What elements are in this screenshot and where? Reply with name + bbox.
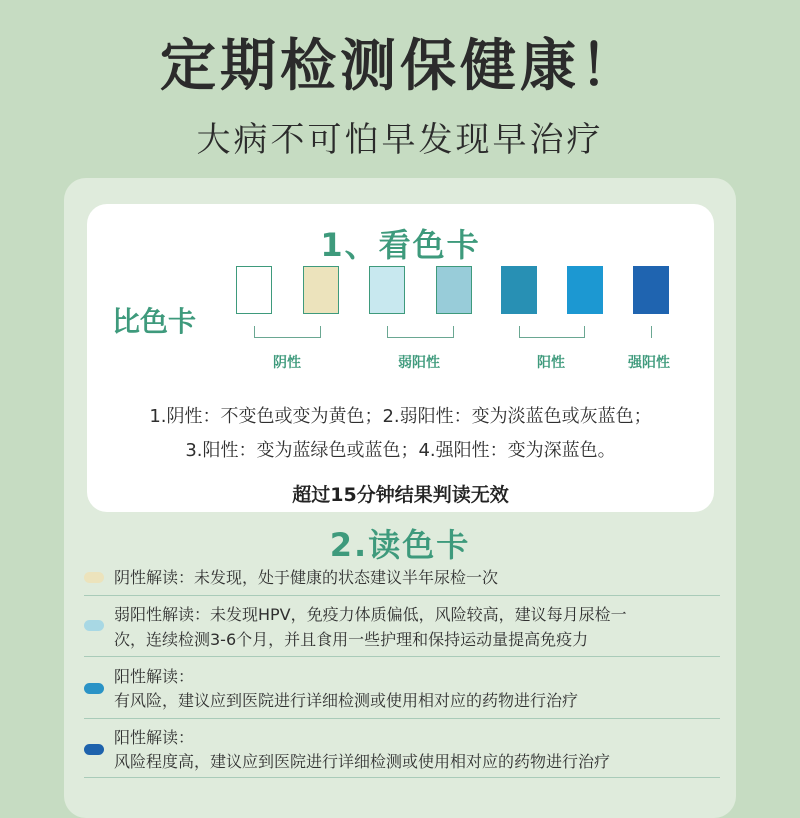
- desc-line-1: 1.阴性：不变色或变为黄色；2.弱阳性：变为淡蓝色或灰蓝色；: [149, 406, 652, 427]
- bracket-positive: [519, 326, 585, 338]
- card-heading: 1、看色卡: [320, 226, 481, 264]
- color-dot-icon: [84, 683, 104, 694]
- swatch-5: [501, 266, 537, 314]
- swatch-1: [236, 266, 272, 314]
- color-card: [87, 204, 714, 512]
- item-line-1: 弱阳性解读：未发现HPV，免疫力体质偏低，风险较高，建议每月尿检一: [114, 605, 627, 624]
- bracket-negative: [254, 326, 321, 338]
- page-subtitle: 大病不可怕早发现早治疗: [196, 120, 604, 160]
- range-label-strong: 强阳性: [628, 355, 670, 371]
- interpretation-item: [84, 600, 720, 657]
- time-warning: 超过15分钟结果判读无效: [292, 484, 509, 506]
- item-line-1: 阴性解读：未发现，处于健康的状态建议半年尿检一次: [114, 568, 499, 587]
- range-label-negative: 阴性: [273, 355, 301, 371]
- item-line-1: 阳性解读：: [114, 728, 195, 747]
- interpretation-item: [84, 562, 720, 596]
- bracket-strong: [651, 326, 652, 338]
- item-line-1: 阳性解读：: [114, 667, 195, 686]
- color-dot-icon: [84, 572, 104, 583]
- color-dot-icon: [84, 620, 104, 631]
- interpretation-item: [84, 724, 720, 778]
- range-label-weak: 弱阳性: [398, 355, 440, 371]
- swatch-4: [436, 266, 472, 314]
- page-title: 定期检测保健康！: [160, 34, 640, 99]
- bracket-weak: [387, 326, 454, 338]
- desc-line-2: 3.阳性：变为蓝绿色或蓝色；4.强阳性：变为深蓝色。: [185, 440, 616, 461]
- swatch-6: [567, 266, 603, 314]
- item-line-2: 有风险，建议应到医院进行详细检测或使用相对应的药物进行治疗: [114, 691, 579, 710]
- item-line-2: 风险程度高，建议应到医院进行详细检测或使用相对应的药物进行治疗: [114, 752, 611, 771]
- interpretation-item: [84, 662, 720, 719]
- range-label-positive: 阳性: [537, 355, 565, 371]
- color-dot-icon: [84, 744, 104, 755]
- section2-heading: 2.读色卡: [329, 526, 471, 564]
- swatch-2: [303, 266, 339, 314]
- compare-label: 比色卡: [112, 305, 197, 338]
- swatch-3: [369, 266, 405, 314]
- swatch-7: [633, 266, 669, 314]
- item-line-2: 次，连续检测3-6个月，并且食用一些护理和保持运动量提高免疫力: [114, 630, 589, 649]
